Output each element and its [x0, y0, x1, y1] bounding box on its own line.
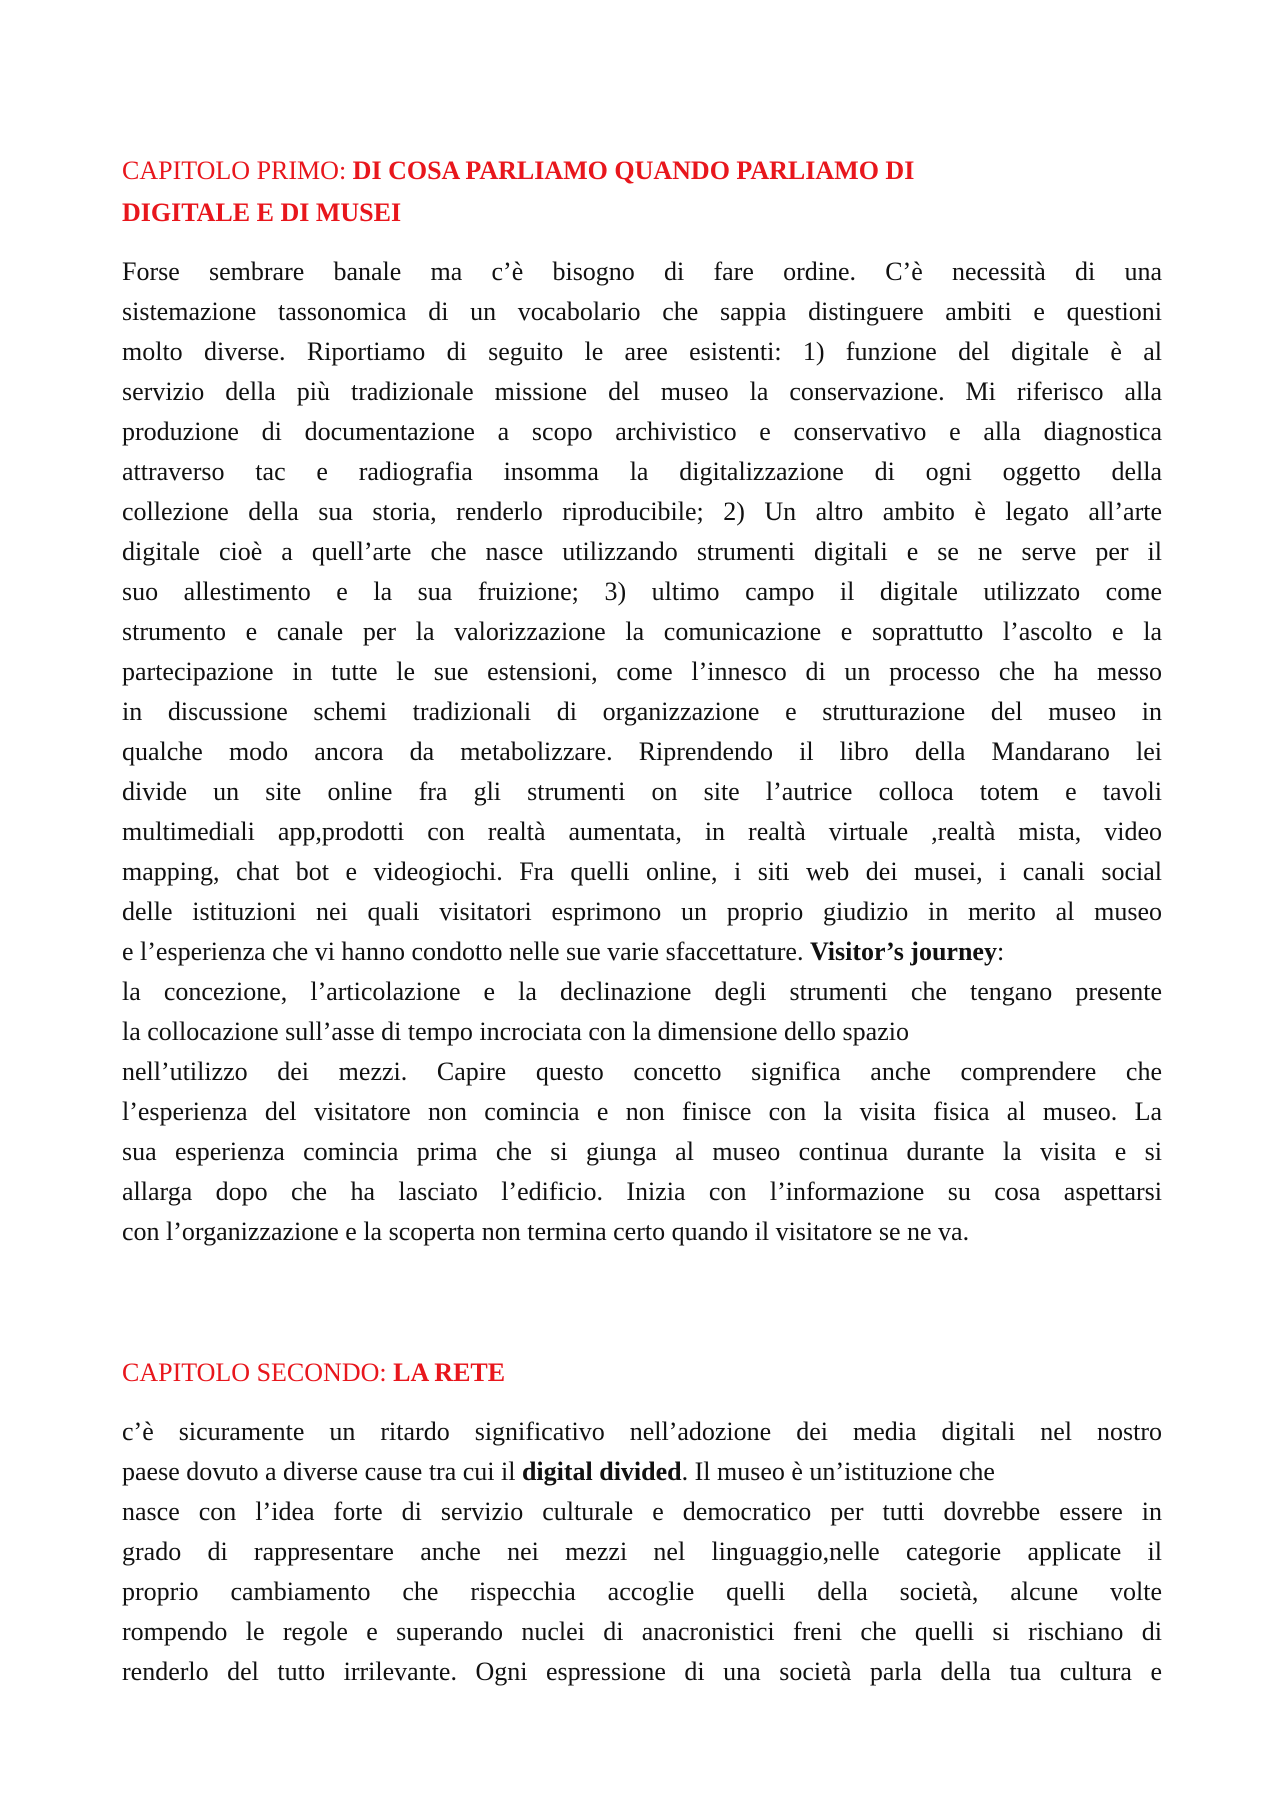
text-line: attraverso tac e radiografia insomma la digitalizzazione di ogni oggetto della: [122, 457, 1162, 486]
text-line: divide un site online fra gli strumenti on site l’autrice colloca totem e tavoli: [122, 777, 1162, 806]
text-line: delle istituzioni nei quali visitatori esprimono un proprio giudizio in merito al museo: [122, 897, 1162, 926]
text-line: Forse sembrare banale ma c’è bisogno di fare ordine. C’è necessità di una: [122, 257, 1162, 286]
text-line: strumento e canale per la valorizzazione la comunicazione e soprattutto l’ascolto e la: [122, 617, 1162, 646]
text-line: digitale cioè a quell’arte che nasce utilizzando strumenti digitali e se ne serve per il: [122, 537, 1162, 566]
chapter-2-section: [122, 1352, 1162, 1692]
text-line: sistemazione tassonomica di un vocabolario che sappia distinguere ambiti e questioni: [122, 297, 1162, 326]
text-line: rompendo le regole e superando nuclei di anacronistici freni che quelli si rischiano di: [122, 1617, 1162, 1646]
chapter-2-prefix: CAPITOLO SECONDO:: [122, 1358, 394, 1387]
text-line: c’è sicuramente un ritardo significativo nell’adozione dei media digitali nel nostro: [122, 1417, 1162, 1446]
chapter-2-title: LA RETE: [393, 1358, 506, 1387]
chapter-1-title-line-2: DIGITALE E DI MUSEI: [122, 198, 402, 227]
chapter-2-paragraph: [122, 1412, 1162, 1692]
text-line: collezione della sua storia, renderlo riproducibile; 2) Un altro ambito è legato all’arte: [122, 497, 1162, 526]
chapter-1-paragraph: [122, 252, 1162, 1252]
text-line: proprio cambiamento che rispecchia accoglie quelli della società, alcune volte: [122, 1577, 1162, 1606]
text-line: la concezione, l’articolazione e la declinazione degli strumenti che tengano presente: [122, 977, 1162, 1006]
text-line: nell’utilizzo dei mezzi. Capire questo concetto significa anche comprendere che: [122, 1057, 1162, 1086]
chapter-1-heading: [122, 150, 1162, 234]
text-segment: paese dovuto a diverse cause tra cui il: [122, 1457, 522, 1486]
text-line: grado di rappresentare anche nei mezzi nel linguaggio,nelle categorie applicate il: [122, 1537, 1162, 1566]
text-line: l’esperienza del visitatore non comincia e non finisce con la visita fisica al museo. La: [122, 1097, 1162, 1126]
text-line: la collocazione sull’asse di tempo incrociata con la dimensione dello spazio: [122, 1017, 909, 1046]
chapter-2-heading: [122, 1352, 1162, 1394]
text-line: allarga dopo che ha lasciato l’edificio. Inizia con l’informazione su cosa aspettarsi: [122, 1177, 1162, 1206]
text-line: multimediali app,prodotti con realtà aumentata, in realtà virtuale ,realtà mista, video: [122, 817, 1162, 846]
text-line: nasce con l’idea forte di servizio culturale e democratico per tutti dovrebbe essere in: [122, 1497, 1162, 1526]
document-page: [122, 150, 1162, 1692]
term-visitors-journey: Visitor’s journey: [809, 937, 997, 966]
text-segment: . Il museo è un’istituzione che: [681, 1457, 995, 1486]
text-line: sua esperienza comincia prima che si giunga al museo continua durante la visita e si: [122, 1137, 1162, 1166]
text-line-with-term: [122, 1452, 1162, 1492]
term-digital-divided: digital divided: [521, 1457, 682, 1486]
text-line: qualche modo ancora da metabolizzare. Riprendendo il libro della Mandarano lei: [122, 737, 1162, 766]
text-line: produzione di documentazione a scopo archivistico e conservativo e alla diagnostica: [122, 417, 1162, 446]
text-segment: :: [996, 937, 1005, 966]
chapter-1-prefix: CAPITOLO PRIMO:: [122, 156, 353, 185]
text-line: in discussione schemi tradizionali di organizzazione e strutturazione del museo in: [122, 697, 1162, 726]
chapter-1-title-line-1: DI COSA PARLIAMO QUANDO PARLIAMO DI: [352, 156, 915, 185]
text-line: suo allestimento e la sua fruizione; 3) ultimo campo il digitale utilizzato come: [122, 577, 1162, 606]
text-line: partecipazione in tutte le sue estensioni, come l’innesco di un processo che ha messo: [122, 657, 1162, 686]
text-line: mapping, chat bot e videogiochi. Fra quelli online, i siti web dei musei, i canali social: [122, 857, 1162, 886]
text-segment: e l’esperienza che vi hanno condotto nelle sue varie sfaccettature.: [122, 937, 810, 966]
text-line: servizio della più tradizionale missione del museo la conservazione. Mi riferisco alla: [122, 377, 1162, 406]
text-line: renderlo del tutto irrilevante. Ogni espressione di una società parla della tua cultura e: [122, 1657, 1162, 1686]
text-line: con l’organizzazione e la scoperta non termina certo quando il visitatore se ne va.: [122, 1217, 970, 1246]
text-line: molto diverse. Riportiamo di seguito le aree esistenti: 1) funzione del digitale è al: [122, 337, 1162, 366]
text-line-with-term: [122, 932, 1162, 972]
